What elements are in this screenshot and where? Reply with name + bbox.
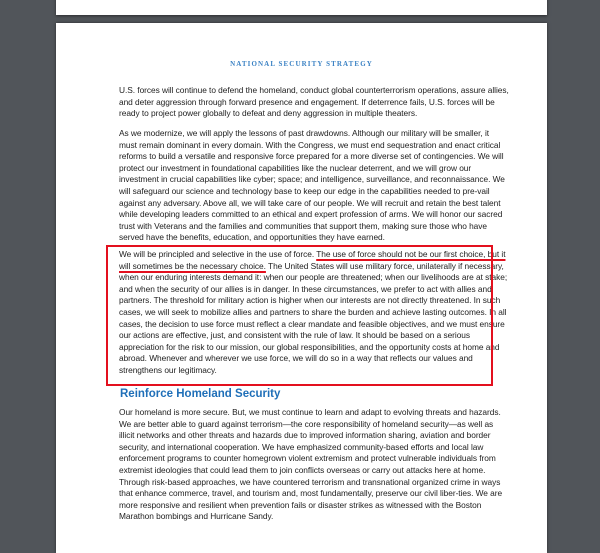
document-page [56, 23, 547, 553]
section-heading: Reinforce Homeland Security [120, 388, 281, 400]
paragraph: As we modernize, we will apply the lessons of past drawdowns. Although our military will be smaller, it must remain dominant in every domain. With the Congress, we must end sequestration and enact critical reforms to build a versatile and responsive force prepared for a more diverse set of contingencies. We will protect our investment in foundational capabilities like the nuclear deterrent, and we will grow our investment in crucial capabilities like cyber; space; and intelligence, surveillance, and reconnaissance. We will safeguard our science and technology base to keep our edge in the capabilities needed to pre-vail against any adversary. Above all, we will take care of our people. We will recruit and retain the best talent while developing leaders committed to an ethical and expert profession of arms. We will honor our sacred trust with Veterans and the families and communities that support them, making sure those who have served have the benefits, education, and opportunities they have earned. [119, 128, 505, 243]
paragraph: Our homeland is more secure. But, we must continue to learn and adapt to evolving threats and hazards. We are better able to guard against terrorism—the core responsibility of homeland security—as well as illicit networks and other threats and hazards due to improved information sharing, aviation and border security, and international cooperation. We have emphasized community-based efforts and local law enforcement programs to counter homegrown violent extremism and protect vulnerable individuals from extremist ideologies that could lead them to join conflicts overseas or carry out attacks here at home. Through risk-based approaches, we have countered terrorism and transnational organized crime in ways that enhance commerce, travel, and tourism and, most fundamentally, preserve our civil liber-ties. We are more responsive and resilient when prevention fails or disaster strikes as witnessed with the Boston Marathon bombings and Hurricane Sandy. [119, 407, 503, 522]
paragraph-text: The United States will use military force, unilaterally if necessary, when our enduring interests demand it: when our people are threatened; when our livelihoods are at stake; and when the security of our allies is in danger. In these circumstances, we prefer to act with allies and partners. The threshold for military action is higher when our interests are not directly threatened. In such cases, we will seek to mobilize allies and partners to share the burden and achieve lasting outcomes. In all cases, the decision to use force must reflect a clear mandate and feasible objectives, and we must ensure our actions are effective, just, and consistent with the rule of law. It should be based on a serious appreciation for the risk to our mission, our global responsibilities, and the opportunity costs at home and abroad. Whenever and wherever we use force, we will do so in a way that reflects our values and strengthens our legitimacy. [119, 260, 508, 375]
previous-page [56, 0, 547, 15]
paragraph: U.S. forces will continue to defend the homeland, conduct global counterterrorism operations, assure allies, and deter aggression through forward presence and engagement. If deterrence fails, U.S. forces will be ready to project power globally to defeat and deny aggression in multiple theaters. [119, 85, 509, 119]
running-head: NATIONAL SECURITY STRATEGY [230, 60, 373, 68]
paragraph-text: We will be principled and selective in the use of force. [119, 249, 317, 259]
red-annotation-box [106, 245, 493, 386]
underlined-text: The use of force should not be our first choice, but it will sometimes be the necessary choice. [119, 249, 506, 271]
